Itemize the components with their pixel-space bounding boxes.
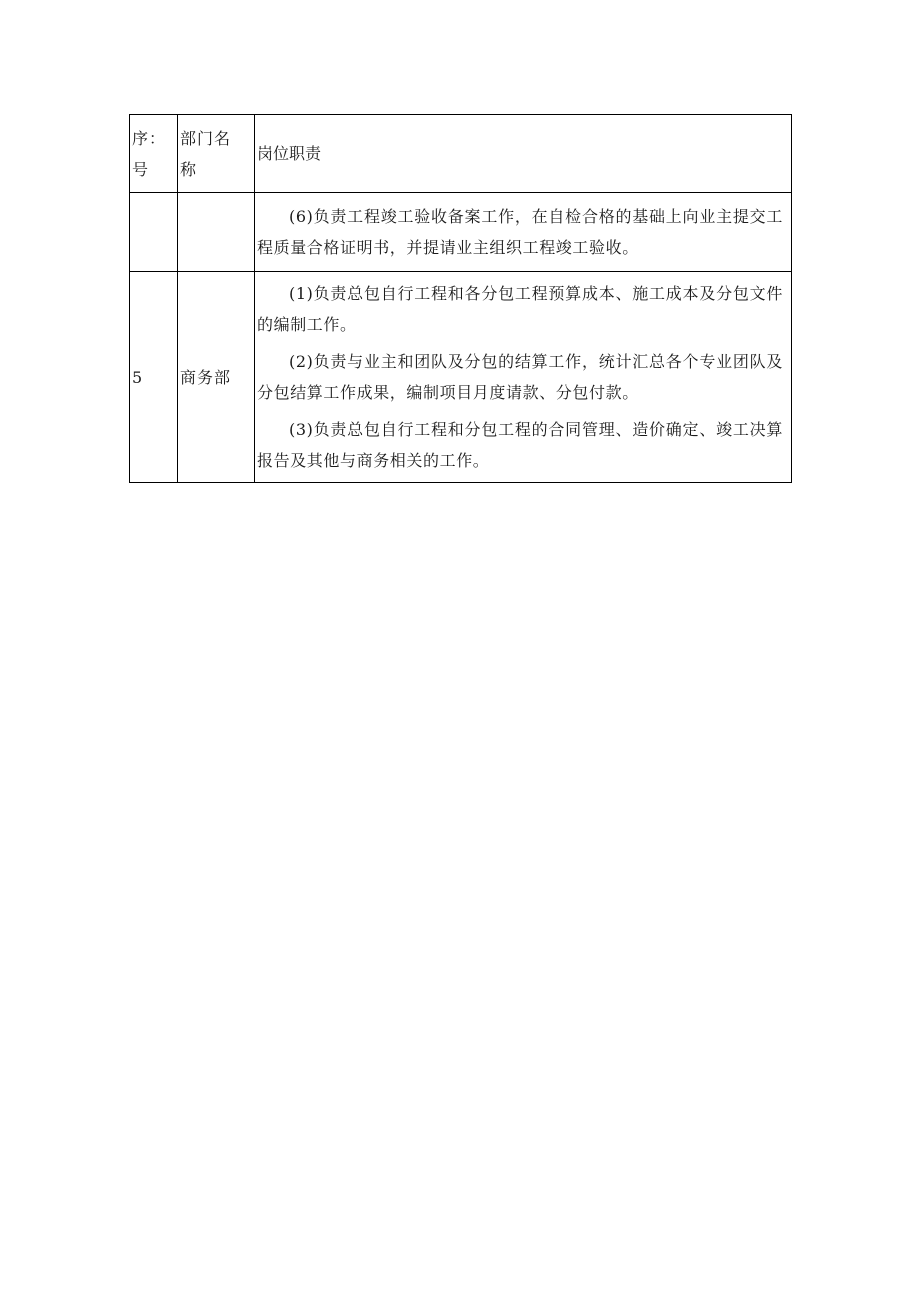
table-row (130, 272, 792, 483)
dept-cell (178, 272, 255, 483)
header-duty-label: 岗位职责 (257, 144, 322, 163)
duty-paragraph: (3)负责总包自行工程和分包工程的合同管理、造价确定、竣工决算报告及其他与商务相关的工作。 (257, 420, 783, 470)
header-duty-cell (255, 115, 792, 193)
header-seq-label: 序：号 (132, 128, 167, 179)
table-row (130, 193, 792, 272)
dept-value: 商务部 (180, 367, 232, 387)
department-duty-table (129, 114, 792, 483)
duty-paragraph: (1)负责总包自行工程和各分包工程预算成本、施工成本及分包文件的编制工作。 (257, 284, 783, 334)
header-dept-label: 部门名称 (180, 128, 232, 179)
seq-cell (130, 272, 178, 483)
duty-paragraph: (2)负责与业主和团队及分包的结算工作，统计汇总各个专业团队及分包结算工作成果，编制项目月度请款、分包付款。 (257, 352, 783, 402)
header-seq-cell (130, 115, 178, 193)
table-header-row (130, 115, 792, 193)
duty-paragraph: (6)负责工程竣工验收备案工作，在自检合格的基础上向业主提交工程质量合格证明书，并提请业主组织工程竣工验收。 (257, 207, 783, 257)
seq-value: 5 (132, 367, 143, 387)
header-dept-cell (178, 115, 255, 193)
seq-cell (130, 193, 178, 272)
dept-cell (178, 193, 255, 272)
duty-cell (255, 272, 792, 483)
duty-cell (255, 193, 792, 272)
